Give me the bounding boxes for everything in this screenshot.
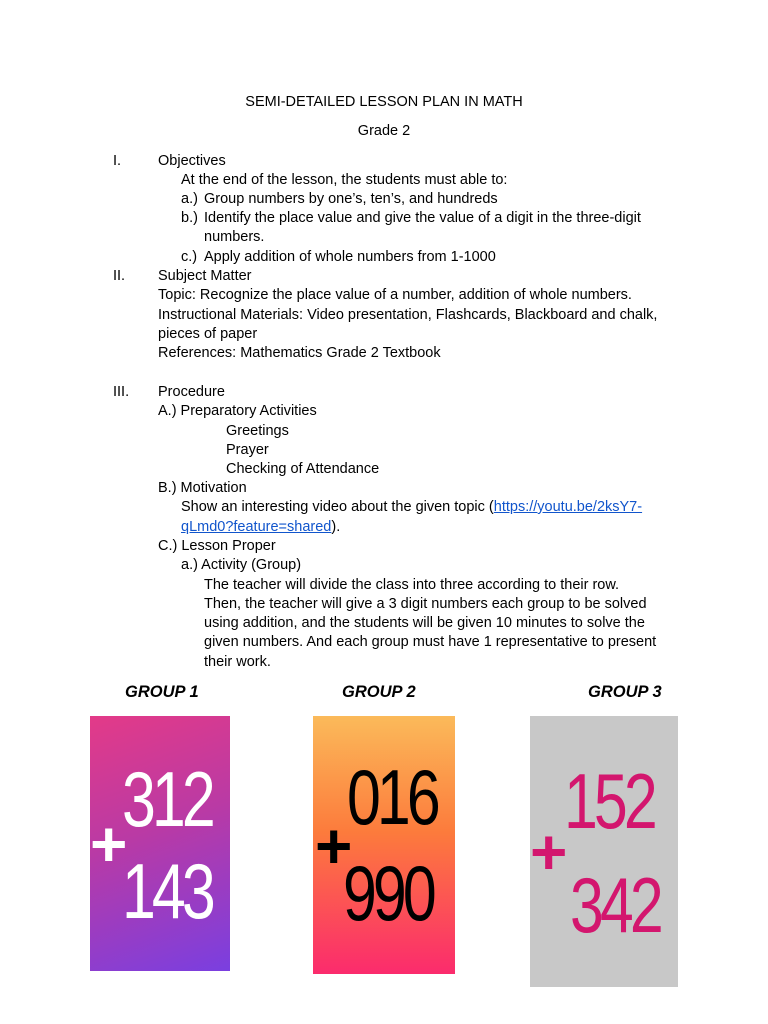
video-link-continued[interactable]: qLmd0?feature=shared xyxy=(181,519,332,535)
video-link[interactable]: https://youtu.be/2ksY7- xyxy=(493,499,643,515)
objective-marker-a: a.) xyxy=(181,191,198,207)
procedure-heading: Procedure xyxy=(158,384,225,400)
objective-marker-c: c.) xyxy=(181,249,198,265)
preparatory-activities-label: A.) Preparatory Activities xyxy=(158,403,317,419)
group-3-top-number: 152 xyxy=(564,757,654,845)
subject-matter-topic: Topic: Recognize the place value of a number, addition of whole numbers. xyxy=(158,287,632,303)
section-numeral-procedure: III. xyxy=(113,384,130,400)
motivation-text-after: ). xyxy=(331,519,341,535)
motivation-text-continued xyxy=(181,518,340,537)
objective-text-b: Identify the place value and give the value of a digit in the three-digit xyxy=(204,210,641,226)
activity-label: a.) Activity (Group) xyxy=(181,557,302,573)
document-title: SEMI-DETAILED LESSON PLAN IN MATH xyxy=(245,94,523,110)
group-1-plus-sign: + xyxy=(90,808,128,880)
subject-matter-materials: Instructional Materials: Video presentation, Flashcards, Blackboard and chalk, xyxy=(158,307,658,323)
group-3-bottom-number: 342 xyxy=(570,861,660,949)
document-subtitle: Grade 2 xyxy=(357,123,411,139)
preparatory-item-prayer: Prayer xyxy=(226,442,269,458)
group-3-plus-sign: + xyxy=(530,816,568,888)
activity-line-1: The teacher will divide the class into three according to their row. xyxy=(204,577,620,593)
group-3-label: GROUP 3 xyxy=(588,683,662,701)
objectives-intro: At the end of the lesson, the students must able to: xyxy=(181,172,508,188)
group-2-plus-sign: + xyxy=(315,810,353,882)
section-numeral-subject-matter: II. xyxy=(113,268,126,284)
activity-line-3: using addition, and the students will be given 10 minutes to solve the xyxy=(204,615,645,631)
activity-line-4: given numbers. And each group must have 1 representative to present xyxy=(204,634,657,650)
subject-matter-references: References: Mathematics Grade 2 Textbook xyxy=(158,345,441,361)
preparatory-item-greetings: Greetings xyxy=(226,423,289,439)
group-1-problem-card xyxy=(90,716,230,971)
group-1-top-number: 312 xyxy=(122,755,212,843)
group-2-bottom-number: 990 xyxy=(343,849,433,937)
activity-line-2: Then, the teacher will give a 3 digit numbers each group to be solved xyxy=(204,596,647,612)
objective-marker-b: b.) xyxy=(181,210,198,226)
subject-matter-heading: Subject Matter xyxy=(158,268,252,284)
subject-matter-materials-continued: pieces of paper xyxy=(158,326,258,342)
group-1-bottom-number: 143 xyxy=(122,847,212,935)
group-1-label: GROUP 1 xyxy=(125,683,199,701)
preparatory-item-attendance: Checking of Attendance xyxy=(226,461,380,477)
section-numeral-objectives: I. xyxy=(113,153,122,169)
group-3-problem-card xyxy=(530,716,678,987)
motivation-text-before: Show an interesting video about the given topic ( xyxy=(181,499,494,515)
objective-text-a: Group numbers by one’s, ten’s, and hundreds xyxy=(204,191,498,207)
motivation-text xyxy=(181,498,642,517)
group-2-problem-card xyxy=(313,716,455,974)
objective-text-c: Apply addition of whole numbers from 1-1000 xyxy=(204,249,496,265)
objective-text-b-continued: numbers. xyxy=(204,229,265,245)
activity-line-5: their work. xyxy=(204,654,271,670)
lesson-proper-label: C.) Lesson Proper xyxy=(158,538,276,554)
group-2-top-number: 016 xyxy=(347,753,437,841)
group-2-label: GROUP 2 xyxy=(342,683,416,701)
objectives-heading: Objectives xyxy=(158,153,226,169)
motivation-label: B.) Motivation xyxy=(158,480,247,496)
